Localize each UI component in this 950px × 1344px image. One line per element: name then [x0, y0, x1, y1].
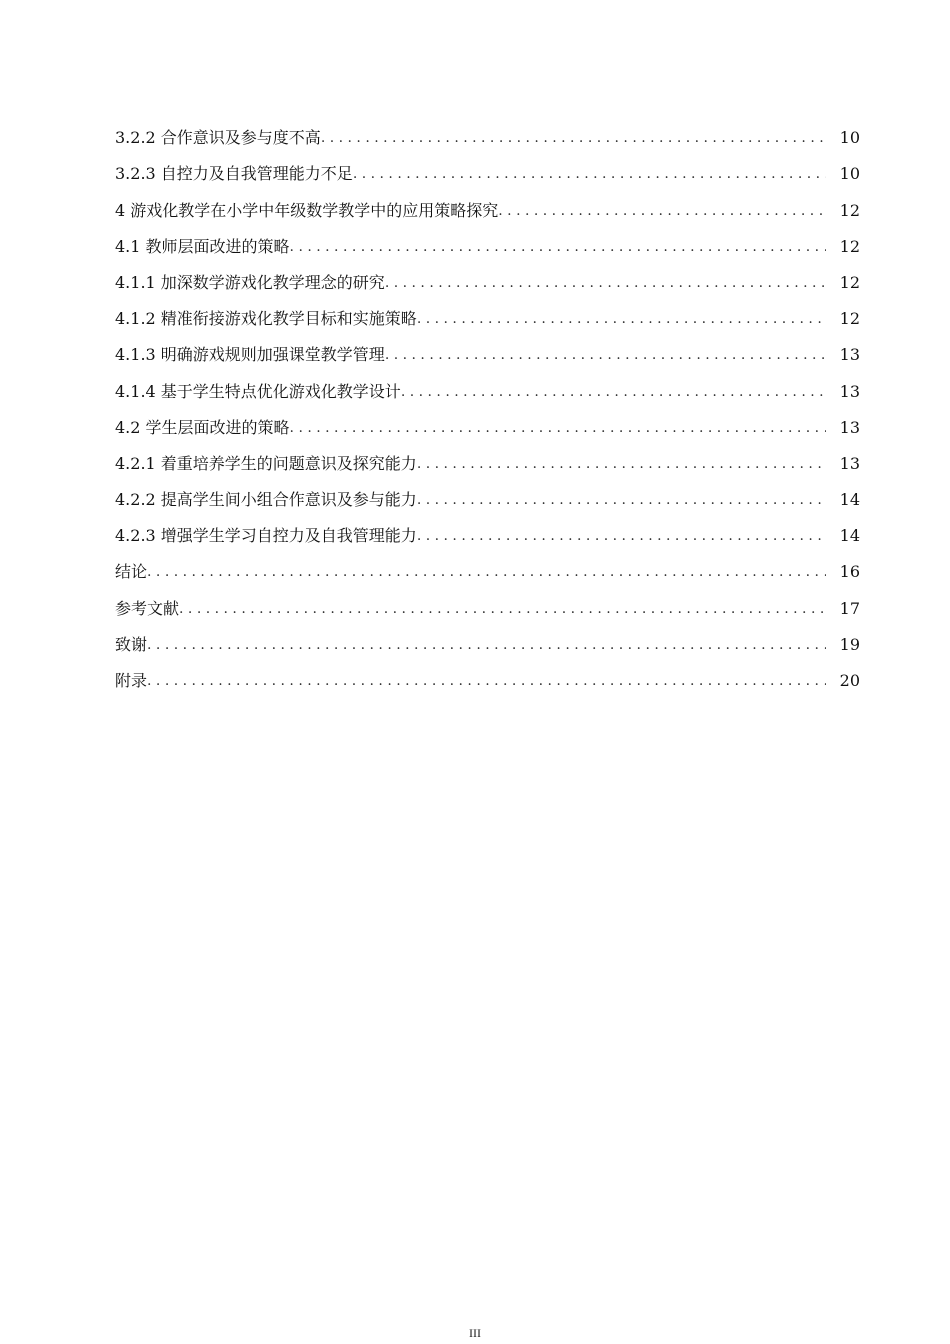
toc-dot-leader — [417, 454, 826, 474]
toc-entry-title: 3.2.2 合作意识及参与度不高 — [115, 128, 321, 148]
toc-dot-leader — [290, 237, 826, 257]
toc-entry[interactable] — [115, 582, 860, 618]
toc-entry[interactable] — [115, 474, 860, 510]
toc-entry-title: 4.1.4 基于学生特点优化游戏化教学设计 — [115, 381, 401, 401]
toc-entry[interactable] — [115, 148, 860, 184]
toc-entry-title: 3.2.3 自控力及自我管理能力不足 — [115, 164, 353, 184]
toc-entry[interactable] — [115, 257, 860, 293]
toc-entry[interactable] — [115, 221, 860, 257]
toc-dot-leader — [290, 418, 826, 438]
toc-entry[interactable] — [115, 655, 860, 691]
toc-entry-title: 致谢 — [115, 634, 148, 654]
toc-entry-title: 4.2.3 增强学生学习自控力及自我管理能力 — [115, 526, 417, 546]
toc-entry-title: 4.1.3 明确游戏规则加强课堂教学管理 — [115, 345, 385, 365]
toc-entry-page: 12 — [839, 272, 860, 292]
toc-entry-page: 14 — [839, 490, 860, 510]
toc-dot-leader — [147, 635, 826, 655]
toc-entry[interactable] — [115, 438, 860, 474]
toc-entry-title: 4.2.1 着重培养学生的问题意识及探究能力 — [115, 453, 417, 473]
toc-entry[interactable] — [115, 329, 860, 365]
toc-entry[interactable] — [115, 546, 860, 582]
toc-dot-leader — [401, 382, 826, 402]
toc-entry-page: 13 — [839, 345, 860, 365]
toc-entry-page: 17 — [839, 598, 860, 618]
toc-entry-page: 19 — [839, 634, 860, 654]
toc-entry-page: 13 — [839, 381, 860, 401]
toc-entry[interactable] — [115, 112, 860, 148]
toc-entry-title: 4.1.1 加深数学游戏化教学理念的研究 — [115, 272, 385, 292]
toc-entry-page: 16 — [839, 562, 860, 582]
toc-dot-leader — [385, 273, 826, 293]
toc-dot-leader — [417, 309, 826, 329]
toc-entry[interactable] — [115, 293, 860, 329]
toc-entry[interactable] — [115, 365, 860, 401]
toc-dot-leader — [321, 128, 826, 148]
toc-dot-leader — [498, 201, 826, 221]
toc-entry-page: 10 — [839, 128, 860, 148]
toc-dot-leader — [385, 345, 826, 365]
toc-entry[interactable] — [115, 619, 860, 655]
toc-entry-title: 4.2 学生层面改进的策略 — [115, 417, 290, 437]
toc-dot-leader — [179, 599, 826, 619]
toc-entry-title: 结论 — [115, 562, 148, 582]
toc-entry-page: 10 — [839, 164, 860, 184]
toc-entry[interactable] — [115, 184, 860, 220]
toc-dot-leader — [147, 562, 826, 582]
toc-dot-leader — [417, 526, 826, 546]
table-of-contents — [115, 112, 860, 691]
toc-entry-title: 附录 — [115, 671, 148, 690]
toc-entry-title: 4 游戏化教学在小学中年级数学教学中的应用策略探究 — [115, 200, 499, 220]
toc-dot-leader — [417, 490, 826, 510]
toc-entry-page: 12 — [839, 200, 860, 220]
toc-entry-page: 13 — [839, 453, 860, 473]
toc-entry[interactable] — [115, 510, 860, 546]
toc-entry-page: 20 — [839, 671, 860, 690]
page-number: III — [469, 1326, 481, 1340]
toc-dot-leader — [353, 164, 826, 184]
toc-entry-title: 参考文献 — [115, 598, 180, 618]
toc-entry-page: 12 — [839, 236, 860, 256]
toc-dot-leader — [147, 671, 826, 691]
toc-entry-page: 14 — [839, 526, 860, 546]
toc-entry-title: 4.2.2 提高学生间小组合作意识及参与能力 — [115, 490, 417, 510]
toc-entry-page: 12 — [839, 309, 860, 329]
toc-entry-title: 4.1.2 精准衔接游戏化教学目标和实施策略 — [115, 309, 417, 329]
toc-entry-page: 13 — [839, 417, 860, 437]
toc-entry[interactable] — [115, 402, 860, 438]
toc-entry-title: 4.1 教师层面改进的策略 — [115, 236, 290, 256]
